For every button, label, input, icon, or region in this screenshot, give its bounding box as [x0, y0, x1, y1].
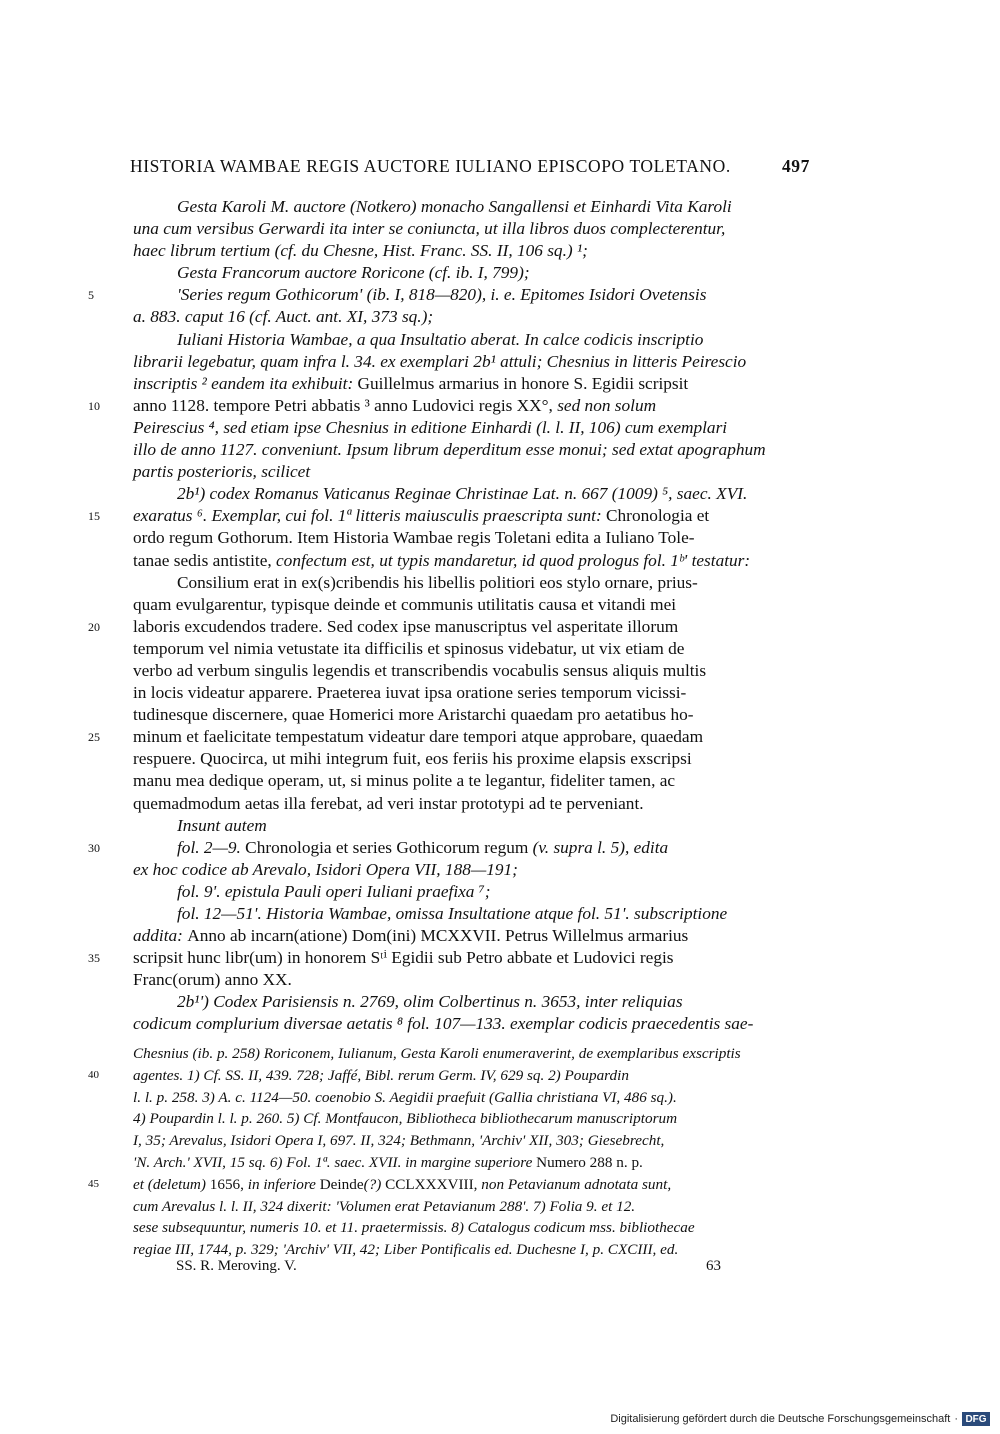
text-segment: temporum vel nimia vetustate ita difficilis et spinosus videbatur, ut vix etiam de: [133, 638, 685, 658]
line-number: 25: [88, 730, 100, 745]
text-segment: addita:: [133, 926, 188, 946]
text-segment: et (deletum): [133, 1175, 210, 1193]
line-number: 10: [88, 398, 100, 413]
line-number: 35: [88, 951, 100, 966]
text-segment: laboris excudendos tradere. Sed codex ipse manuscriptus vel asperitate illorum: [133, 616, 679, 636]
line-number: 30: [88, 840, 100, 855]
text-line: [133, 1013, 804, 1035]
text-segment: Chronologia et: [606, 506, 710, 526]
text-segment: agentes. 1) Cf. SS. II, 439. 728; Jaffé, Bibl. rerum Germ. IV, 629 sq. 2) Poupardin: [133, 1066, 629, 1084]
text-segment: tudinesque discernere, quae Homerici more Aristarchi quaedam pro aetatibus ho-: [133, 705, 694, 725]
text-segment: Chronologia et series Gothicorum regum: [245, 837, 533, 857]
text-line: [88, 947, 804, 969]
text-line: [133, 306, 804, 328]
text-segment: quam evulgarentur, typisque deinde et communis utilitatis causa et vitandi mei: [133, 594, 677, 614]
text-line: [133, 770, 804, 792]
note-line: [88, 1065, 804, 1087]
text-line: [133, 196, 804, 218]
text-line: [88, 837, 804, 859]
text-line: [133, 461, 804, 483]
text-line: [133, 638, 804, 660]
text-segment: librarii legebatur, quam infra l. 34. ex exemplari 2b¹ attuli; Chesnius in litteris Peirescio: [133, 351, 747, 371]
text-segment: Consilium erat in ex(s)cribendis his libellis politiori eos stylo ornare, prius-: [177, 572, 698, 592]
text-line: [133, 815, 804, 837]
line-number: 40: [88, 1068, 99, 1081]
text-segment: Deinde: [319, 1175, 364, 1193]
note-line: [133, 1108, 804, 1130]
text-segment: CCLXXXVIII,: [385, 1175, 482, 1193]
line-number: 20: [88, 619, 100, 634]
text-segment: a. 883. caput 16 (cf. Auct. ant. XI, 373 sq.);: [133, 307, 434, 327]
text-line: [133, 704, 804, 726]
text-segment: scripsit hunc libr(um) in honorem Sᵗⁱ Egidii sub Petro abbate et Ludovici regis: [133, 948, 674, 968]
text-segment: Insunt autem: [177, 815, 267, 835]
header-title: HISTORIA WAMBAE REGIS AUCTORE IULIANO EPISCOPO TOLETANO.: [130, 156, 731, 176]
funding-text: Digitalisierung gefördert durch die Deutsche Forschungsgemeinschaft: [610, 1413, 951, 1425]
note-line: [88, 1174, 804, 1196]
text-segment: inscriptis ² eandem ita exhibuit:: [133, 373, 358, 393]
text-segment: fol. 2—9.: [177, 837, 246, 857]
text-segment: in locis videatur apparere. Praeterea iuvat ipsa oratione series temporum vicissi-: [133, 683, 687, 703]
text-line: [133, 218, 804, 240]
page-number: 497: [781, 156, 810, 176]
text-segment: Franc(orum) anno XX.: [133, 970, 292, 990]
text-segment: (?): [363, 1175, 386, 1193]
text-segment: non Petavianum adnotata sunt,: [481, 1175, 672, 1193]
text-line: [133, 594, 804, 616]
text-line: [133, 329, 804, 351]
note-line: [133, 1087, 804, 1109]
text-line: [133, 793, 804, 815]
running-header: [130, 156, 810, 177]
text-line: [133, 682, 804, 704]
text-segment: sed non solum: [557, 395, 657, 415]
text-segment: Gesta Francorum auctore Roricone (cf. ib. I, 799);: [177, 263, 530, 283]
text-line: [133, 903, 804, 925]
text-segment: respuere. Quocirca, ut mihi integrum fuit, eos feriis his proxime elapsis exscripsi: [133, 749, 692, 769]
text-segment: 'N. Arch.' XVII, 15 sq. 6) Fol. 1ª. saec. XVII. in margine superiore: [133, 1153, 537, 1171]
note-line: [133, 1043, 804, 1065]
text-line: [133, 483, 804, 505]
line-number: 15: [88, 509, 100, 524]
line-number: 5: [88, 288, 94, 303]
text-segment: confectum est, ut typis mandaretur, id quod prologus fol. 1ᵇ' testatur:: [276, 550, 751, 570]
text-segment: una cum versibus Gerwardi ita inter se coniuncta, ut illa libros duos complecterentur,: [133, 219, 726, 239]
text-line: [88, 395, 804, 417]
text-segment: 4) Poupardin l. l. p. 260. 5) Cf. Montfaucon, Bibliotheca bibliothecarum manuscriptorum: [133, 1110, 678, 1128]
text-line: [88, 616, 804, 638]
text-segment: Guillelmus armarius in honore S. Egidii scripsit: [357, 373, 689, 393]
footnotes: [88, 1043, 804, 1261]
funding-notice: [610, 1410, 990, 1428]
text-segment: exaratus ⁶. Exemplar, cui fol. 1ª litteris maiusculis praescripta sunt:: [133, 506, 607, 526]
text-segment: illo de anno 1127. conveniunt. Ipsum librum deperditum esse monui; sed extat apographum: [133, 440, 766, 460]
text-segment: manu mea dedique operam, ut, si minus polite a te legantur, fideliter tamen, ac: [133, 771, 676, 791]
note-line: [133, 1152, 804, 1174]
text-line: [88, 284, 804, 306]
sheet-signature: 63: [706, 1258, 721, 1274]
text-line: [133, 550, 804, 572]
note-line: [133, 1130, 804, 1152]
text-segment: tanae sedis antistite,: [133, 550, 277, 570]
text-segment: Peirescius ⁴, sed etiam ipse Chesnius in editione Einhardi (l. l. II, 106) cum exemplari: [133, 417, 728, 437]
text-line: [133, 925, 804, 947]
text-line: [133, 439, 804, 461]
text-segment: partis posterioris, scilicet: [133, 462, 311, 482]
text-line: [133, 748, 804, 770]
text-segment: haec librum tertium (cf. du Chesne, Hist. Franc. SS. II, 106 sq.) ¹;: [133, 241, 588, 261]
text-line: [133, 262, 804, 284]
text-segment: cum Arevalus l. l. II, 324 dixerit: 'Volumen erat Petavianum 288'. 7) Folia 9. et 12.: [133, 1197, 636, 1215]
text-line: [133, 660, 804, 682]
text-segment: ordo regum Gothorum. Item Historia Wambae regis Toletani edita a Iuliano Tole-: [133, 528, 695, 548]
text-segment: Numero 288 n. p.: [536, 1153, 643, 1171]
note-line: [133, 1217, 804, 1239]
text-segment: anno 1128. tempore Petri abbatis ³ anno Ludovici regis XX°,: [133, 395, 558, 415]
text-segment: 'Series regum Gothicorum' (ib. I, 818—820), i. e. Epitomes Isidori Ovetensis: [177, 285, 707, 305]
line-number: 45: [88, 1177, 99, 1190]
text-segment: 2b¹) codex Romanus Vaticanus Reginae Christinae Lat. n. 667 (1009) ⁵, saec. XVI.: [177, 484, 748, 504]
text-segment: verbo ad verbum singulis legendis et transcribendis vocabulis sensus aliquis multis: [133, 660, 707, 680]
text-segment: 2b¹') Codex Parisiensis n. 2769, olim Colbertinus n. 3653, inter reliquias: [177, 992, 683, 1012]
text-line: [88, 505, 804, 527]
text-line: [88, 726, 804, 748]
text-segment: Iuliani Historia Wambae, a qua Insultatio aberat. In calce codicis inscriptio: [177, 329, 704, 349]
note-line: [133, 1196, 804, 1218]
text-line: [133, 969, 804, 991]
text-segment: fol. 9'. epistula Pauli operi Iuliani praefixa ⁷;: [177, 881, 491, 901]
text-line: [133, 351, 804, 373]
text-line: [133, 881, 804, 903]
text-line: [133, 859, 804, 881]
text-line: [133, 527, 804, 549]
text-segment: Chesnius (ib. p. 258) Roriconem, Iulianum, Gesta Karoli enumeraverint, de exemplaribus exscriptis: [133, 1045, 741, 1062]
text-segment: regiae III, 1744, p. 329; 'Archiv' VII, 42; Liber Pontificalis ed. Duchesne I, p. CXCIII, ed.: [133, 1241, 679, 1259]
text-segment: I, 35; Arevalus, Isidori Opera I, 697. II, 324; Bethmann, 'Archiv' XII, 303; Giesebrecht,: [133, 1132, 665, 1150]
text-segment: ex hoc codice ab Arevalo, Isidori Opera VII, 188—191;: [133, 859, 518, 879]
series-signature: SS. R. Meroving. V.: [176, 1258, 297, 1274]
text-line: [133, 991, 804, 1013]
dfg-logo-icon: DFG: [962, 1412, 990, 1426]
text-segment: fol. 12—51'. Historia Wambae, omissa Insultatione atque fol. 51'. subscriptione: [177, 904, 728, 923]
text-segment: Gesta Karoli M. auctore (Notkero) monacho Sangallensi et Einhardi Vita Karoli: [177, 197, 732, 216]
text-segment: quemadmodum aetas illa ferebat, ad veri instar prototypi ad te perveniant.: [133, 793, 644, 813]
text-segment: Anno ab incarn(atione) Dom(ini) MCXXVII. Petrus Willelmus armarius: [187, 926, 689, 946]
text-segment: 1656,: [209, 1175, 248, 1193]
text-line: [133, 572, 804, 594]
text-line: [133, 240, 804, 262]
text-segment: in inferiore: [247, 1175, 320, 1193]
main-text: [88, 196, 804, 1036]
text-segment: sese subsequuntur, numeris 10. et 11. praetermissis. 8) Catalogus codicum mss. bibliothecae: [133, 1219, 695, 1237]
text-segment: (v. supra l. 5), edita: [532, 837, 669, 857]
text-line: [133, 373, 804, 395]
dfg-separator: ·: [954, 1413, 958, 1425]
text-segment: l. l. p. 258. 3) A. c. 1124—50. coenobio S. Aegidii praefuit (Gallia christiana VI, 486 sq.).: [133, 1088, 677, 1106]
text-segment: codicum complurium diversae aetatis ⁸ fol. 107—133. exemplar codicis praecedentis sae-: [133, 1014, 754, 1034]
text-line: [133, 417, 804, 439]
text-segment: minum et faelicitate tempestatum videatur dare tempori atque approbare, quaedam: [133, 727, 704, 747]
